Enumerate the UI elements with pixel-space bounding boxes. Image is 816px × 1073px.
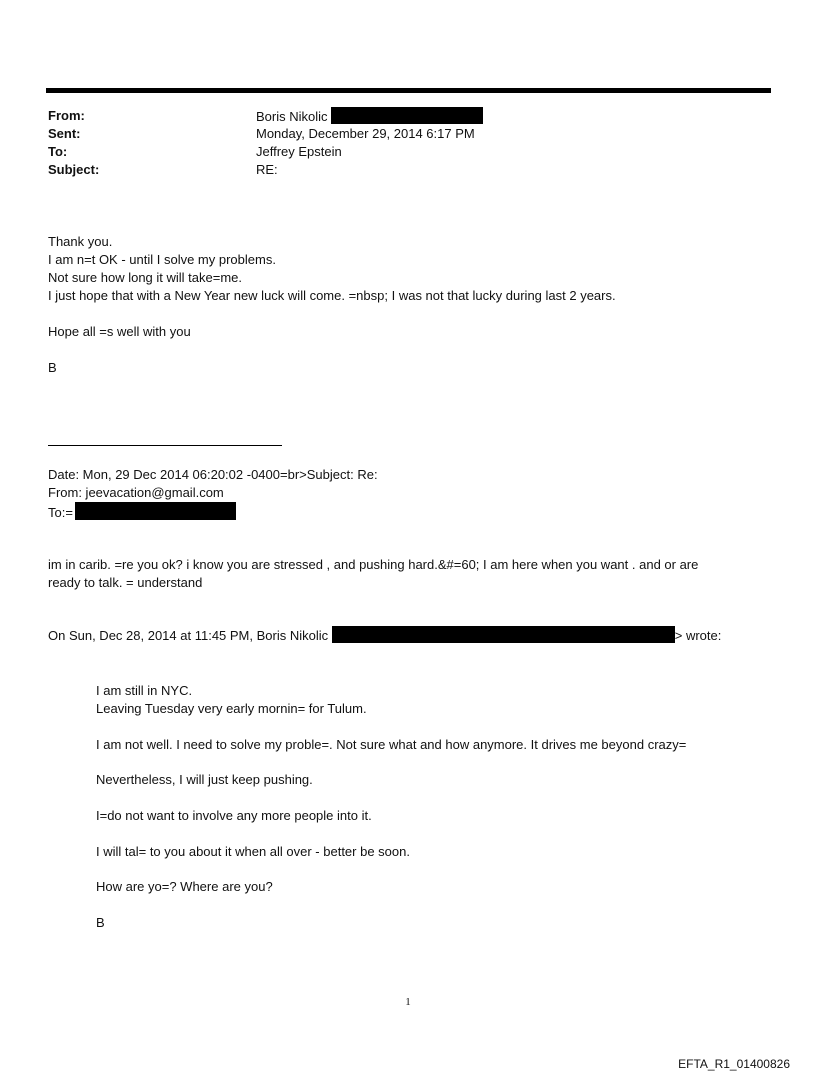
reply-line: I am n=t OK - until I solve my problems. xyxy=(48,252,276,267)
subject-label: Subject: xyxy=(48,162,100,177)
reply-line: Thank you. xyxy=(48,234,113,249)
document-id: EFTA_R1_01400826 xyxy=(678,1057,790,1071)
sent-value: Monday, December 29, 2014 6:17 PM xyxy=(256,126,475,141)
quoted-signature: B xyxy=(96,915,105,930)
quoted-message-line: How are yo=? Where are you? xyxy=(96,879,273,894)
quoted-message-line: I am not well. I need to solve my proble=. Not sure what and how anymore. It drives me beyond crazy= xyxy=(96,737,687,752)
quoted-message-line: Nevertheless, I will just keep pushing. xyxy=(96,772,313,787)
redaction-box xyxy=(332,626,675,643)
reply-line: Not sure how long it will take=me. xyxy=(48,270,243,285)
to-label: To: xyxy=(48,144,68,159)
quoted-date-line: Date: Mon, 29 Dec 2014 06:20:02 -0400=br>Subject: Re: xyxy=(48,467,378,482)
from-value: Boris Nikolic xyxy=(256,107,483,126)
quoted-from-line: From: jeevacation@gmail.com xyxy=(48,485,224,500)
quoted-body-line: ready to talk. = understand xyxy=(48,575,203,590)
header-rule xyxy=(46,88,771,93)
page-number: 1 xyxy=(405,996,411,1008)
reply-signature: B xyxy=(48,360,57,375)
redaction-box xyxy=(331,107,483,124)
subject-value: RE: xyxy=(256,162,278,177)
redaction-box xyxy=(75,502,236,520)
quoted-intro: On Sun, Dec 28, 2014 at 11:45 PM, Boris Nikolic > wrote: xyxy=(48,628,722,643)
sent-label: Sent: xyxy=(48,126,81,141)
quoted-message-line: I will tal= to you about it when all over - better be soon. xyxy=(96,844,410,859)
quoted-body-line: im in carib. =re you ok? i know you are stressed , and pushing hard.&#=60; I am here when you want . and or are xyxy=(48,557,699,572)
quoted-to-line: To:= xyxy=(48,502,236,522)
quoted-message-line: I am still in NYC. xyxy=(96,683,193,698)
quote-separator xyxy=(48,445,282,446)
quoted-message-line: Leaving Tuesday very early mornin= for Tulum. xyxy=(96,701,367,716)
reply-line: I just hope that with a New Year new luck will come. =nbsp; I was not that lucky during last 2 years. xyxy=(48,288,616,303)
from-label: From: xyxy=(48,108,85,123)
quoted-message-line: I=do not want to involve any more people into it. xyxy=(96,808,372,823)
to-value: Jeffrey Epstein xyxy=(256,144,342,159)
reply-closing: Hope all =s well with you xyxy=(48,324,191,339)
